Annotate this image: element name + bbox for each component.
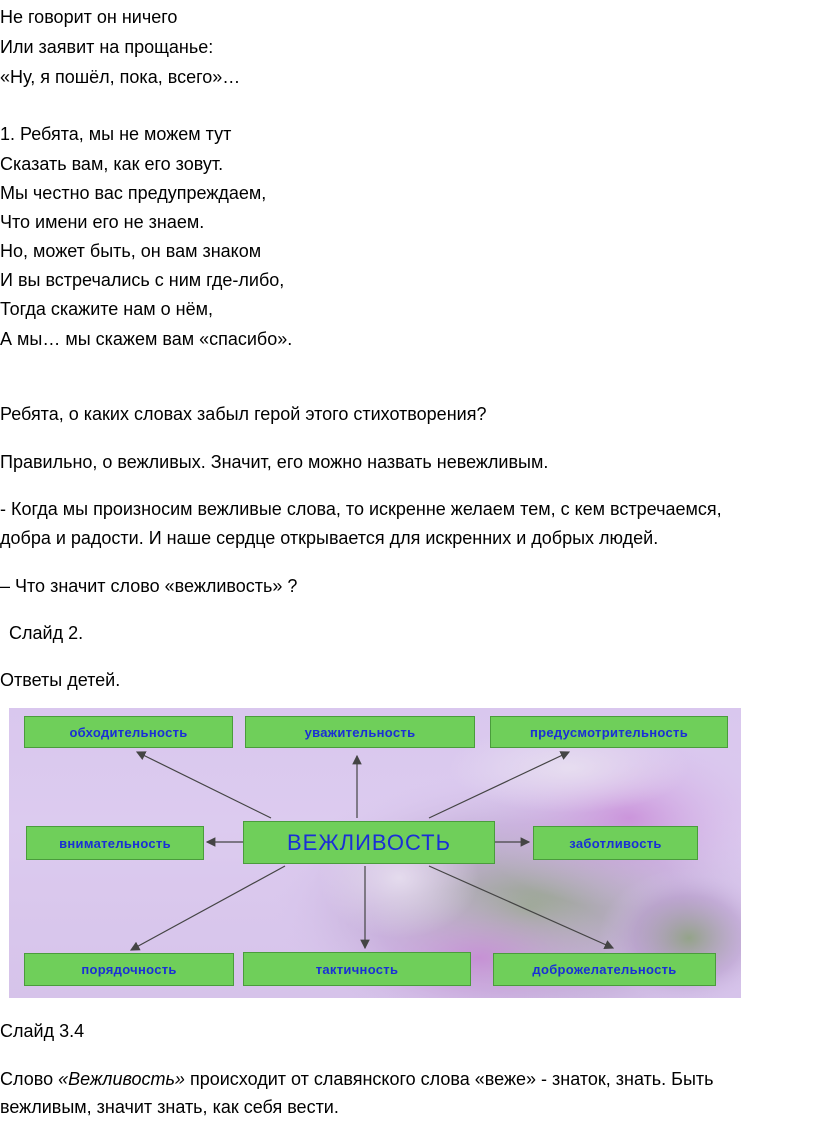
final-rest: происходит от славянского слова «веже» - знаток, знать. Быть <box>184 1069 714 1089</box>
diagram-box-middle-right: заботливость <box>533 826 698 860</box>
final-italic-word: «Вежливость» <box>58 1069 185 1089</box>
paragraph-line: добра и радости. И наше сердце открывается для искренних и добрых людей. <box>0 528 659 548</box>
diagram-box-middle-left: внимательность <box>26 826 204 860</box>
diagram-box-bottom-left: порядочность <box>24 953 234 986</box>
answer-text: Правильно, о вежливых. Значит, его можно назвать невежливым. <box>0 452 549 472</box>
paragraph-line: - Когда мы произносим вежливые слова, то искренне желаем тем, с кем встречаемся, <box>0 499 722 519</box>
politeness-diagram <box>9 708 741 998</box>
poem-line: Не говорит он ничего <box>0 7 178 27</box>
poem-line: Или заявит на прощанье: <box>0 37 214 57</box>
poem-line: А мы… мы скажем вам «спасибо». <box>0 329 293 349</box>
question-text: Ребята, о каких словах забыл герой этого стихотворения? <box>0 404 487 424</box>
poem-line: И вы встречались с ним где-либо, <box>0 270 285 290</box>
question2-text: – Что значит слово «вежливость» ? <box>0 576 298 596</box>
diagram-box-center: ВЕЖЛИВОСТЬ <box>243 821 495 864</box>
diagram-box-top-right: предусмотрительность <box>490 716 728 748</box>
poem-line: Мы честно вас предупреждаем, <box>0 183 267 203</box>
final-paragraph <box>0 1068 714 1090</box>
diagram-box-bottom-center: тактичность <box>243 952 471 986</box>
diagram-box-top-center: уважительность <box>245 716 475 748</box>
final-prefix: Слово <box>0 1069 59 1089</box>
final-paragraph-line2: вежливым, значит знать, как себя вести. <box>0 1097 339 1117</box>
diagram-box-top-left: обходительность <box>24 716 233 748</box>
poem-line: «Ну, я пошёл, пока, всего»… <box>0 67 241 87</box>
diagram-box-bottom-right: доброжелательность <box>493 953 716 986</box>
slide-label: Слайд 2. <box>9 623 84 643</box>
slide-label: Слайд 3.4 <box>0 1021 85 1041</box>
poem-line: 1. Ребята, мы не можем тут <box>0 124 232 144</box>
poem-line: Сказать вам, как его зовут. <box>0 154 224 174</box>
poem-line: Тогда скажите нам о нём, <box>0 299 213 319</box>
children-answers: Ответы детей. <box>0 670 121 690</box>
poem-line: Что имени его не знаем. <box>0 212 205 232</box>
poem-line: Но, может быть, он вам знаком <box>0 241 262 261</box>
